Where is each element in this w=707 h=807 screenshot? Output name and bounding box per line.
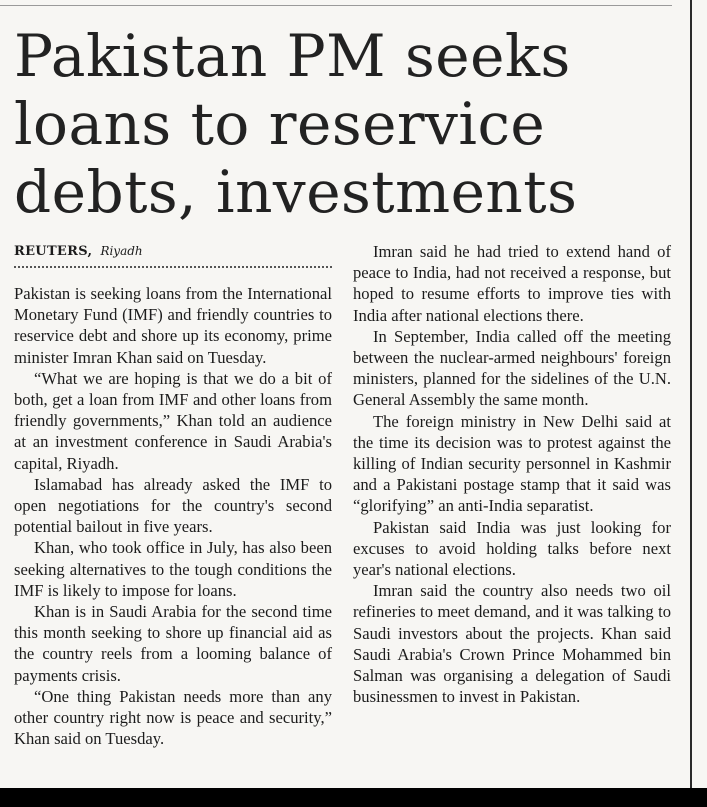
dotted-separator [14,266,332,268]
paragraph: Pakistan said India was just looking for excuses to avoid holding talks before next year's national elections. [353,517,671,580]
bottom-bar [0,788,707,807]
paragraph: Imran said the country also needs two oil refineries to meet demand, and it was talking to Saudi investors about the projects. Khan said Saudi Arabia's Crown Prince Mohammed bin Salman was organising a delegation of Saudi businessmen to invest in Pakistan. [353,581,671,707]
byline [14,242,143,261]
paragraph: In September, India called off the meeting between the nuclear-armed neighbours' foreign ministers, planned for the sidelines of the U.N. General Assembly the same month. [353,326,671,410]
paragraph: “One thing Pakistan needs more than any other country right now is peace and security,” Khan said on Tuesday. [14,686,332,749]
paragraph: Islamabad has already asked the IMF to open negotiations for the country's second potential bailout in five years. [14,474,332,537]
byline-dateline: Riyadh [100,244,143,258]
top-rule [0,5,672,6]
headline: Pakistan PM seeks loans to reservice debts, investments [14,22,578,226]
paragraph: “What we are hoping is that we do a bit of both, get a loan from IMF and other loans from friendly governments,” Khan told an audience at an investment conference in Saudi Arabia's capital, Riyadh. [14,368,332,473]
paragraph: Khan, who took office in July, has also been seeking alternatives to the tough conditions the IMF is likely to impose for loans. [14,538,332,600]
paragraph: Pakistan is seeking loans from the International Monetary Fund (IMF) and friendly countries to reservice debt and shore up its economy, prime minister Imran Khan said on Tuesday. [14,284,332,367]
paragraph: Imran said he had tried to extend hand of peace to India, had not received a response, but hoped to resume efforts to improve ties with India after national elections there. [353,242,671,325]
byline-agency: REUTERS, [14,244,93,259]
right-column [353,241,671,707]
column-rule [690,0,692,790]
paragraph: The foreign ministry in New Delhi said at the time its decision was to protest against the killing of Indian security personnel in Kashmir and a Pakistani postage stamp that it said was “glorifying” an anti-India separatist. [353,411,671,516]
left-column [14,283,332,749]
paragraph: Khan is in Saudi Arabia for the second time this month seeking to shore up financial aid as the country reels from a looming balance of payments crisis. [14,602,332,685]
